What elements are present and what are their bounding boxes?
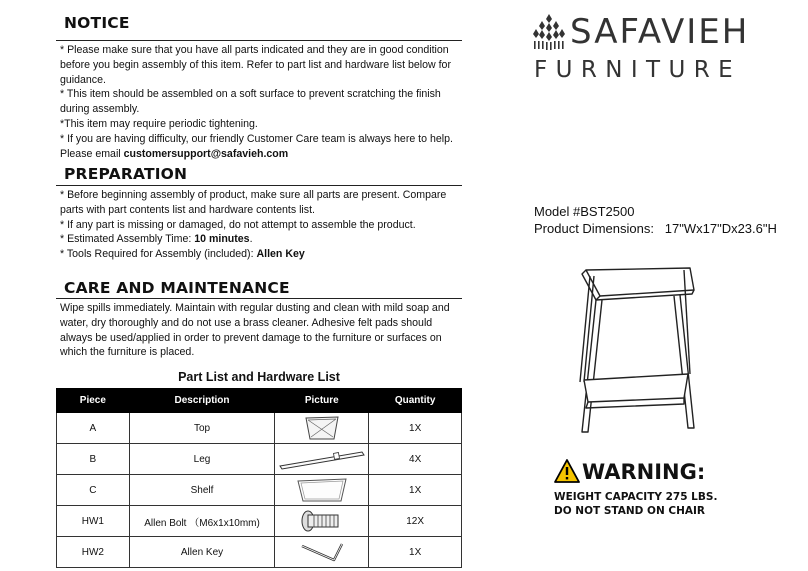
- quantity-cell: 12X: [369, 506, 462, 537]
- top-icon: [300, 415, 344, 441]
- parts-table-title: Part List and Hardware List: [178, 370, 340, 384]
- stool-illustration-icon: [572, 262, 722, 442]
- piece-cell: A: [57, 413, 130, 444]
- assembly-time-suffix: .: [249, 233, 253, 246]
- piece-cell: HW1: [57, 506, 130, 537]
- table-row: [57, 475, 462, 506]
- assembly-time-value: 10 minutes: [194, 233, 250, 246]
- brand-subtitle: FURNITURE: [534, 57, 742, 83]
- preparation-line: * If any part is missing or damaged, do not attempt to assemble the product.: [60, 218, 416, 231]
- notice-line: * If you are having difficulty, our friendly Customer Care team is always here to help.: [60, 132, 453, 145]
- table-row: [57, 413, 462, 444]
- quantity-cell: 1X: [369, 537, 462, 568]
- model-number: Model #BST2500: [534, 204, 635, 219]
- right-column: [520, 0, 808, 571]
- preparation-body: [56, 187, 462, 262]
- preparation-line: parts with part contents list and hardware contents list.: [60, 203, 315, 216]
- care-line: Wipe spills immediately. Maintain with regular dusting and clean with mild soap and: [60, 302, 450, 314]
- leg-icon: [278, 448, 366, 470]
- care-line: water, dry thoroughly and do not use a brass cleaner. Adhesive felt pads should: [60, 316, 433, 329]
- allen-key-icon: [298, 540, 346, 564]
- care-line: always be used/applied in order to prevent damage to the furniture or surfaces on: [60, 331, 442, 344]
- quantity-cell: 1X: [369, 475, 462, 506]
- quantity-cell: 1X: [369, 413, 462, 444]
- tools-value: Allen Key: [256, 248, 305, 261]
- picture-cell: [275, 537, 369, 568]
- preparation-heading: PREPARATION: [64, 165, 188, 183]
- header-piece: Piece: [57, 389, 130, 413]
- notice-line: *This item may require periodic tightening.: [60, 117, 258, 130]
- product-dimensions: Product Dimensions: 17"Wx17"Dx23.6"H: [534, 221, 777, 236]
- notice-heading: NOTICE: [64, 14, 130, 32]
- notice-line: * Please make sure that you have all parts indicated and they are in good condition: [60, 44, 449, 56]
- notice-body: [56, 42, 462, 161]
- piece-cell: HW2: [57, 537, 130, 568]
- do-not-stand-text: DO NOT STAND ON CHAIR: [554, 505, 706, 517]
- bolt-icon: [300, 509, 344, 533]
- header-picture: Picture: [275, 389, 369, 413]
- brand-name: SAFAVIEH: [570, 12, 750, 52]
- preparation-divider: [56, 185, 462, 186]
- description-cell: Leg: [129, 444, 275, 475]
- preparation-line: * Before beginning assembly of product, make sure all parts are present. Compare: [60, 189, 447, 201]
- notice-line: * This item should be assembled on a soft surface to prevent scratching the finish: [60, 88, 441, 101]
- shelf-icon: [294, 476, 350, 504]
- header-quantity: Quantity: [369, 389, 462, 413]
- tools-line: [60, 247, 462, 262]
- description-cell: Top: [129, 413, 275, 444]
- piece-cell: B: [57, 444, 130, 475]
- assembly-time-prefix: * Estimated Assembly Time:: [60, 233, 195, 246]
- warning-triangle-icon: [554, 459, 580, 483]
- care-divider: [56, 298, 462, 299]
- quantity-cell: 4X: [369, 444, 462, 475]
- piece-cell: C: [57, 475, 130, 506]
- picture-cell: [275, 506, 369, 537]
- table-row: [57, 444, 462, 475]
- table-row: [57, 506, 462, 537]
- table-header-row: [57, 389, 462, 413]
- care-line: which the furniture is placed.: [60, 346, 195, 359]
- notice-divider: [56, 40, 462, 41]
- warning-title: WARNING:: [582, 460, 706, 484]
- picture-cell: [275, 444, 369, 475]
- support-email: customersupport@safavieh.com: [123, 147, 289, 160]
- weight-capacity-text: WEIGHT CAPACITY 275 LBS.: [554, 491, 718, 503]
- tools-prefix: * Tools Required for Assembly (included):: [60, 248, 257, 261]
- picture-cell: [275, 475, 369, 506]
- description-cell: Allen Bolt （M6x1x10mm): [129, 506, 275, 537]
- care-body: [56, 300, 462, 360]
- parts-table: [56, 388, 462, 568]
- care-heading: CARE AND MAINTENANCE: [64, 279, 290, 297]
- notice-email-line: [60, 147, 462, 162]
- notice-line: before you begin assembly of this item. Refer to part list and hardware list below for: [60, 58, 451, 71]
- notice-line: guidance.: [60, 73, 106, 86]
- picture-cell: [275, 413, 369, 444]
- description-cell: Allen Key: [129, 537, 275, 568]
- description-cell: Shelf: [129, 475, 275, 506]
- safavieh-logo-mark-icon: [532, 14, 566, 50]
- email-prefix: Please email: [60, 147, 124, 160]
- table-row: [57, 537, 462, 568]
- notice-line: during assembly.: [60, 103, 140, 116]
- header-description: Description: [129, 389, 275, 413]
- assembly-time-line: [60, 232, 462, 247]
